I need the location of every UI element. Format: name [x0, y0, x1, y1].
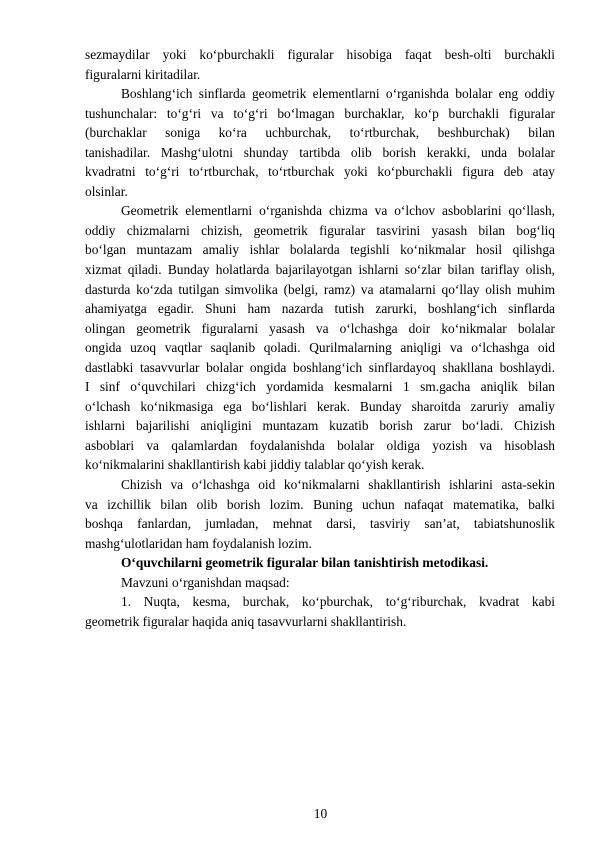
text-line: tanishadilar. Mashg‘ulotni shunday tartibda olib borish kerakki, unda bolalar — [85, 144, 555, 160]
text-line: va izchillik bilan olib borish lozim. Buning uchun nafaqat matematika, balki — [85, 496, 555, 512]
text-line: geometrik figuralar haqida aniq tasavvurlarni shakllantirish. — [85, 613, 407, 629]
text-line: ko‘nikmalarini shakllantirish kabi jiddiy talablar qo‘yish kerak. — [85, 457, 425, 473]
text-line: tushunchalar: to‘g‘ri va to‘g‘ri bo‘lmagan burchaklar, ko‘p burchakli figuralar — [85, 105, 555, 121]
text-line: (burchaklar soniga ko‘ra uchburchak, to‘rtburchak, beshburchak) bilan — [85, 125, 555, 141]
text-line: oddiy chizmalarni chizish, geometrik figuralar tasvirini yasash bilan bog‘liq — [85, 222, 555, 238]
text-line: bo‘lgan muntazam amaliy ishlar bolalarda tegishli ko‘nikmalar hosil qilishga — [85, 242, 555, 258]
text-line: o‘lchash ko‘nikmasiga ega bo‘lishlari kerak. Bunday sharoitda zaruriy amaliy — [85, 398, 555, 414]
text-line: olingan geometrik figuralarni yasash va o‘lchashga doir ko‘nikmalar bolalar — [85, 320, 555, 336]
text-line: asboblari va qalamlardan foydalanishda bolalar oldiga yozish va hisoblash — [85, 437, 555, 453]
paragraph-start-line: Geometrik elementlarni o‘rganishda chizma va o‘lchov asboblarini qo‘llash, — [121, 203, 555, 219]
text-line: sezmaydilar yoki ko‘pburchakli figuralar hisobiga faqat besh-olti burchakli — [85, 47, 555, 62]
text-line: ishlarni bajarilishi aniqligini muntazam kuzatib borish zarur bo‘ladi. Chizish — [85, 418, 555, 434]
list-item-start-line: 1. Nuqta, kesma, burchak, ko‘pburchak, to‘g‘riburchak, kvadrat kabi — [121, 594, 555, 610]
text-line: mashg‘ulotlaridan ham foydalanish lozim. — [85, 535, 312, 551]
text-line: ahamiyatga egadir. Shuni ham nazarda tutish zarurki, boshlang‘ich sinflarda — [85, 301, 555, 317]
text-line: olsinlar. — [85, 183, 128, 199]
text-line: ongida uzoq vaqtlar saqlanib qoladi. Qurilmalarning aniqligi va o‘lchashga oid — [85, 340, 555, 356]
text-line: I sinf o‘quvchilari chizg‘ich yordamida kesmalarni 1 sm.gacha aniqlik bilan — [85, 379, 555, 395]
text-line: boshqa fanlardan, jumladan, mehnat darsi, tasviriy san’at, tabiatshunoslik — [85, 516, 555, 532]
page-number: 10 — [313, 806, 328, 821]
text-line: dastlabki tasavvurlar bolalar ongida boshlang‘ich sinflardayoq shakllana boshlaydi. — [85, 359, 555, 375]
text-line: xizmat qiladi. Bunday holatlarda bajarilayotgan ishlarni so‘zlar bilan tariflay olish, — [85, 262, 555, 278]
document-body — [85, 45, 555, 631]
text-line: kvadratni to‘g‘ri to‘rtburchak, to‘rtburchak yoki ko‘pburchakli figura deb atay — [85, 164, 555, 180]
paragraph-start-line: Chizish va o‘lchashga oid ko‘nikmalarni shakllantirish ishlarini asta-sekin — [121, 477, 555, 493]
subheading: Mavzuni o‘rganishdan maqsad: — [121, 574, 290, 590]
paragraph-start-line: Boshlang‘ich sinflarda geometrik elementlarni o‘rganishda bolalar eng oddiy — [121, 86, 555, 102]
text-line: dasturda ko‘zda tutilgan simvolika (belgi, ramz) va atamalarni qo‘llay olish muhim — [85, 281, 555, 297]
section-heading: O‘quvchilarni geometrik figuralar bilan tanishtirish metodikasi. — [121, 555, 489, 571]
text-line: figuralarni kiritadilar. — [85, 66, 201, 82]
